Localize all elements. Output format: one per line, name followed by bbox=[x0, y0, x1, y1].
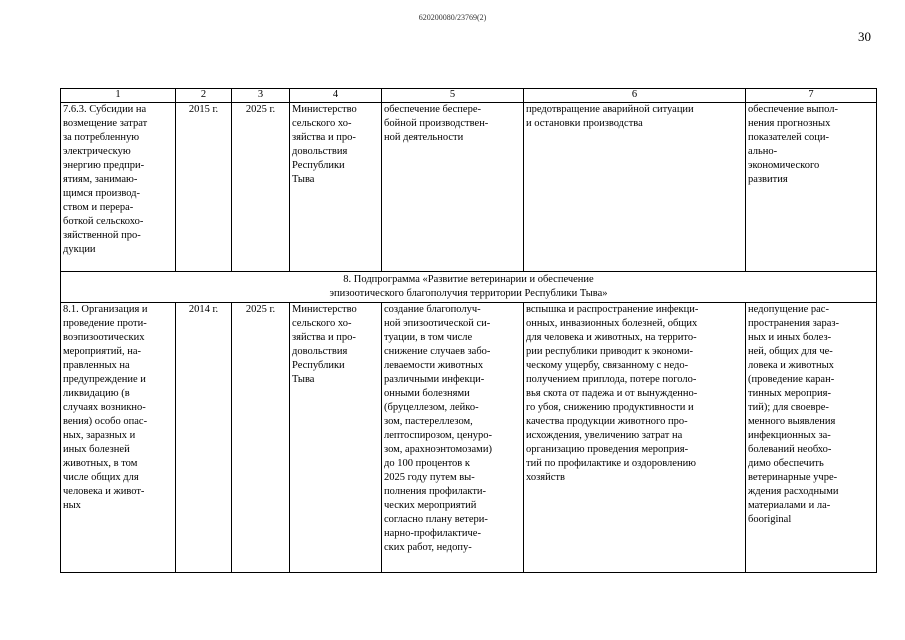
executor-cell: Министерство сельского хо- зяйства и про- довольствия Республики Тыва bbox=[290, 103, 382, 272]
column-header: 7 bbox=[746, 89, 877, 103]
consequences-cell: вспышка и распространение инфекци- онных, инвазионных болезней, общих для человека и животных, на террито- рии республики приводит к экономи- ческому ущербу, связанному с недо- получением приплода, потере поголо- вья скота от падежа и от вынужденно- го убоя, снижению продуктивности и качества продукции животного про- исхождения, увеличению затрат на организацию проведения мероприя- тий по профилактике и оздоровлению хозяйств bbox=[524, 303, 746, 573]
document-id: 620200080/23769(2) bbox=[418, 13, 487, 22]
column-header: 2 bbox=[176, 89, 232, 103]
column-header: 4 bbox=[290, 89, 382, 103]
start-year-cell: 2014 г. bbox=[176, 303, 232, 573]
expected-result-cell: обеспечение беспере- бойной производствен- ной деятельности bbox=[382, 103, 524, 272]
section-heading-cell bbox=[61, 272, 877, 303]
start-year-cell: 2015 г. bbox=[176, 103, 232, 272]
end-year-cell: 2025 г. bbox=[232, 103, 290, 272]
column-header: 3 bbox=[232, 89, 290, 103]
section-heading-line2: эпизоотического благополучия территории Республики Тыва» bbox=[329, 288, 608, 299]
indicator-link-cell: недопущение рас- пространения зараз- ных и иных болез- ней, общих для че- ловека и животных (проведение каран- тинных мероприя- тий); для своевре- менного выявления инфекционных за- болеваний необхо- димо обеспечить ветеринарные учре- ждения расходными материалами и ла- боoriginal bbox=[746, 303, 877, 573]
consequences-cell: предотвращение аварийной ситуации и остановки производства bbox=[524, 103, 746, 272]
section-heading-line1: 8. Подпрограмма «Развитие ветеринарии и обеспечение bbox=[343, 274, 594, 285]
expected-result-cell: создание благополуч- ной эпизоотической си- туации, в том числе снижение случаев забо- леваемости животных различными инфекци- онными болезнями (бруцеллезом, лейко- зом, пастереллезом, лептоспирозом, ценуро- зом, арахноэнтомозами) до 100 процентов к 2025 году путем вы- полнения профилакти- ческих мероприятий согласно плану ветери- нарно-профилактиче- ских работ, недопу- bbox=[382, 303, 524, 573]
table-header-row bbox=[61, 89, 877, 103]
table-row bbox=[61, 303, 877, 573]
section-heading-row bbox=[61, 272, 877, 303]
measures-table bbox=[60, 88, 877, 573]
indicator-link-cell: обеспечение выпол- нения прогнозных показателей соци- ально- экономического развития bbox=[746, 103, 877, 272]
column-header: 6 bbox=[524, 89, 746, 103]
measure-name-cell: 7.6.3. Субсидии на возмещение затрат за потребленную электрическую энергию предпри- ятиям, занимаю- щимся производ- ством и перера- боткой сельскохо- зяйственной про- дукции bbox=[61, 103, 176, 272]
executor-cell: Министерство сельского хо- зяйства и про- довольствия Республики Тыва bbox=[290, 303, 382, 573]
end-year-cell: 2025 г. bbox=[232, 303, 290, 573]
measure-name-cell: 8.1. Организация и проведение проти- воэпизоотических мероприятий, на- правленных на предупреждение и ликвидацию (в случаях возникно- вения) особо опас- ных, заразных и иных болезней животных, в том числе общих для человека и живот- ных bbox=[61, 303, 176, 573]
column-header: 1 bbox=[61, 89, 176, 103]
column-header: 5 bbox=[382, 89, 524, 103]
table-row bbox=[61, 103, 877, 272]
page-number: 30 bbox=[858, 29, 871, 44]
